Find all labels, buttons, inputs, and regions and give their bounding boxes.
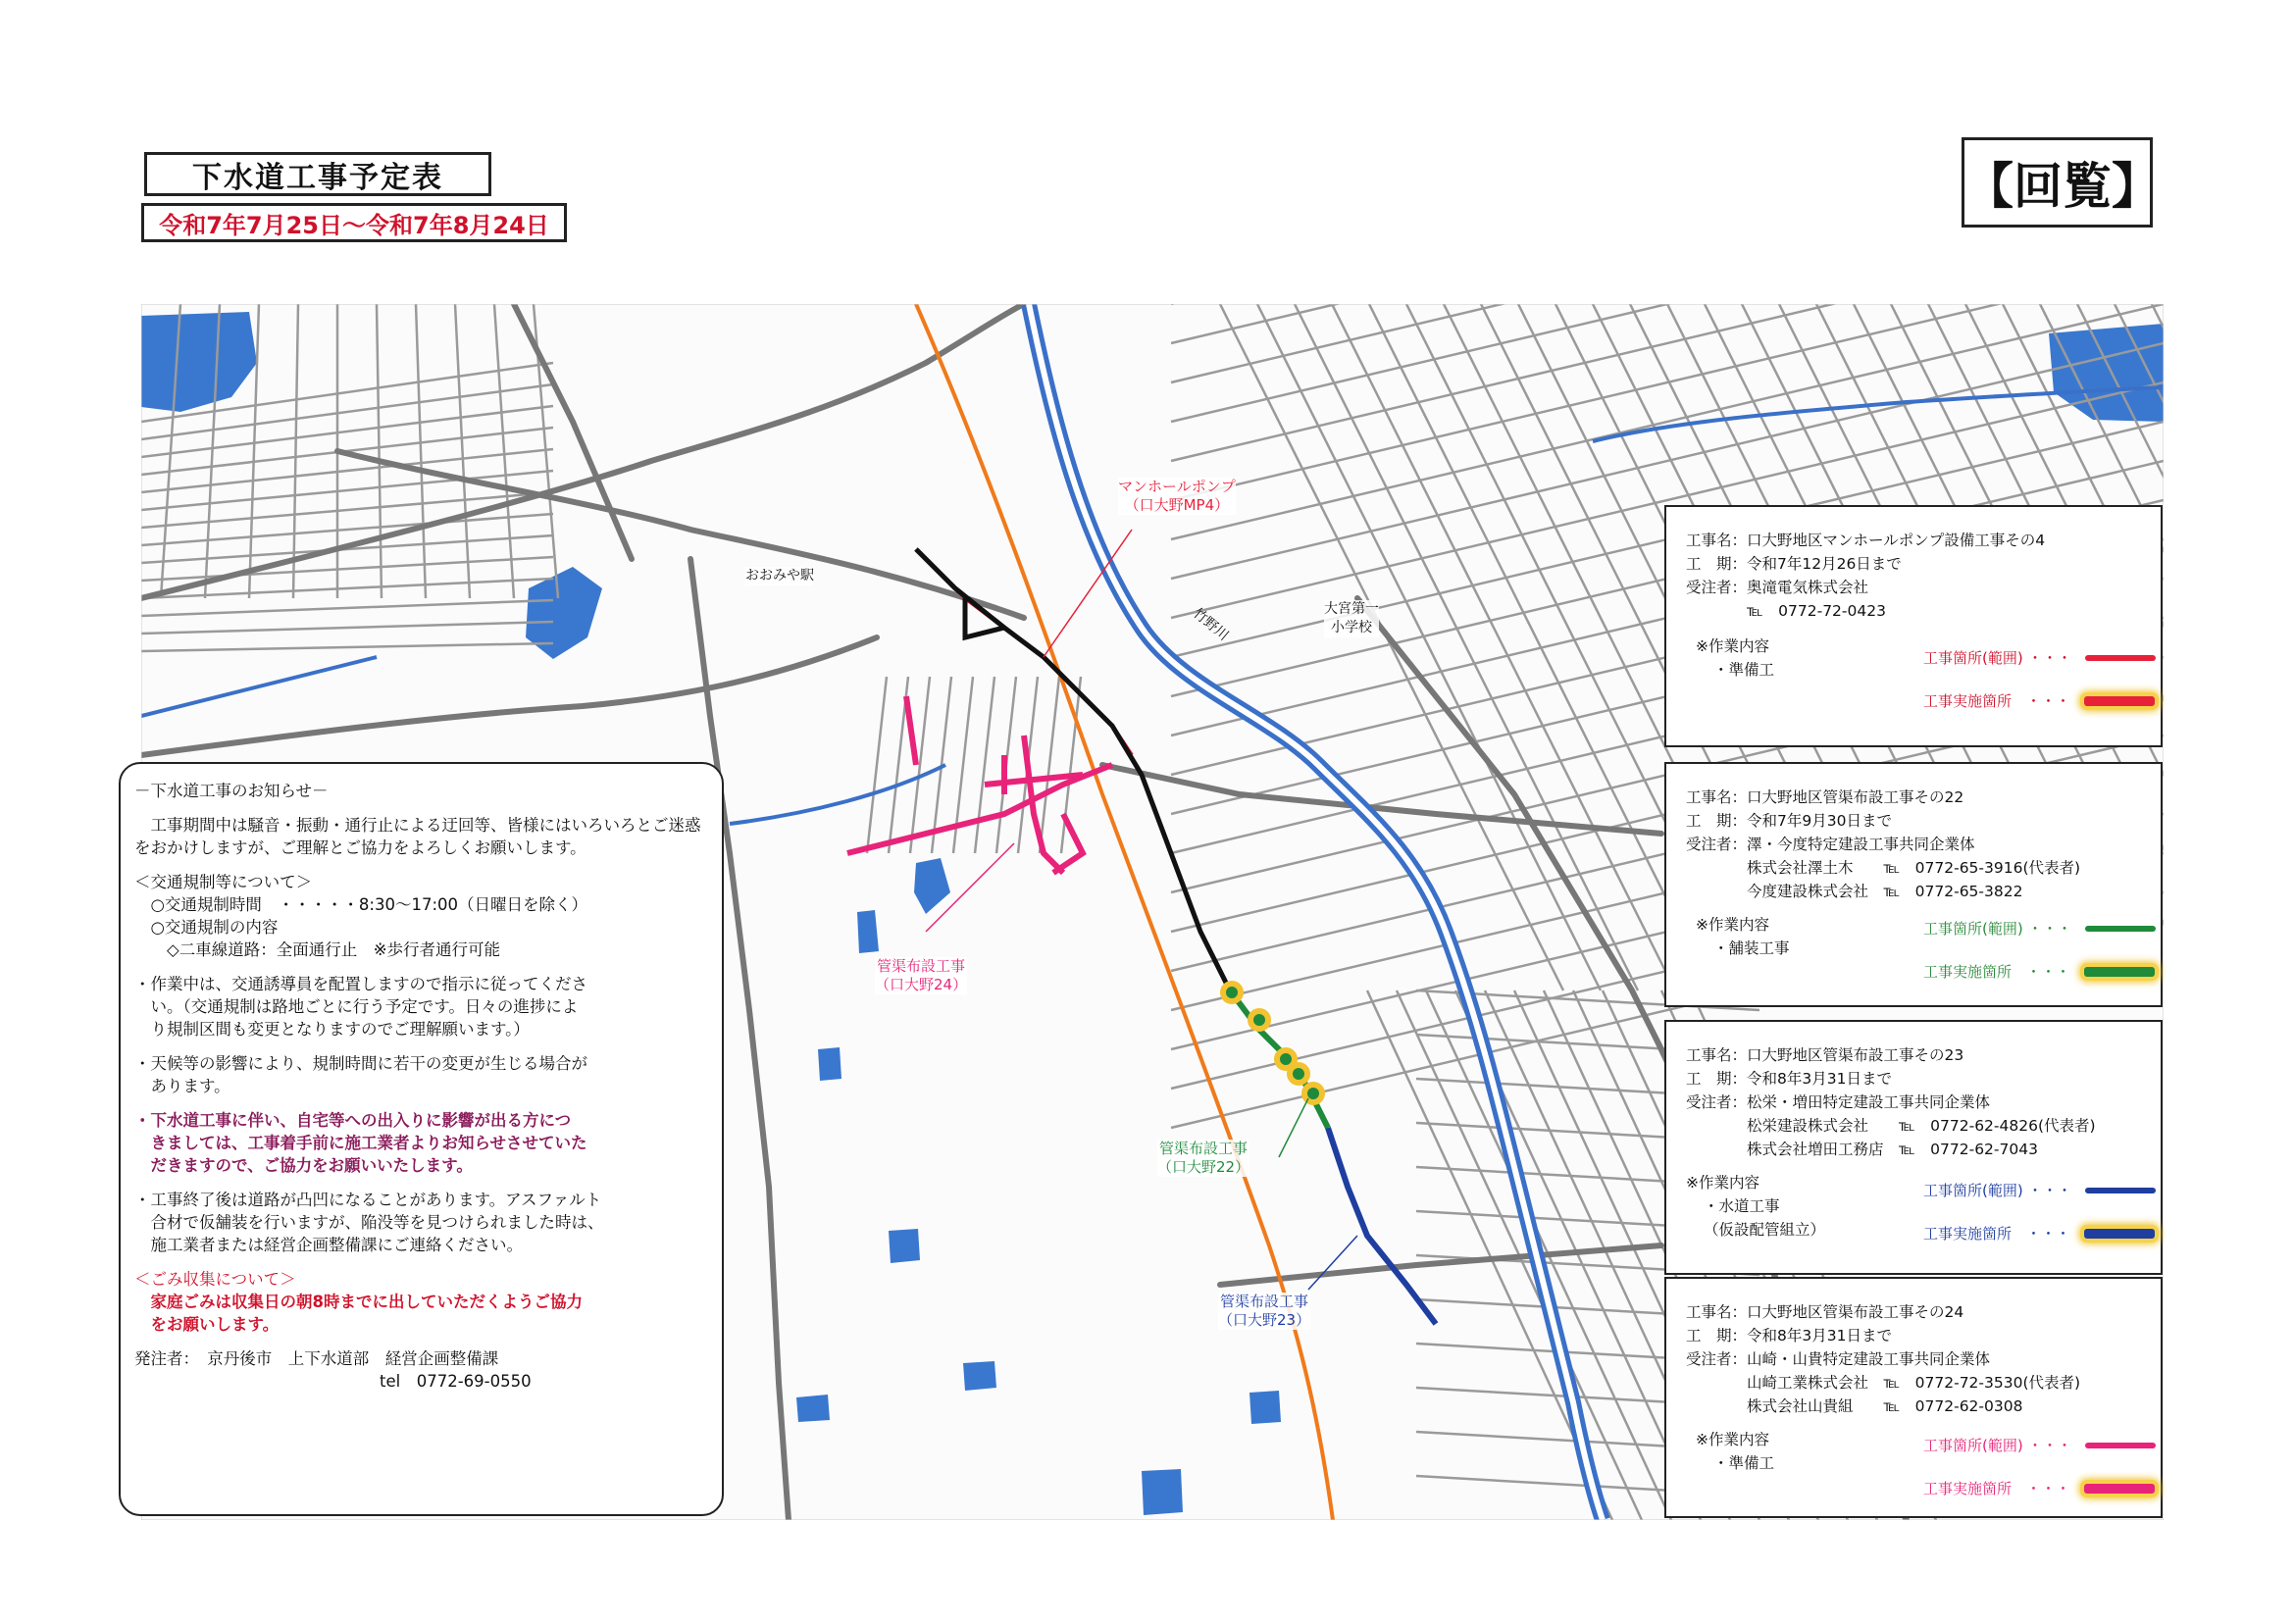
circulation-mark: 【回覧】 [1962,137,2153,228]
weather-line2: あります。 [134,1077,230,1095]
project-contractor: 受注者：山崎・山貴特定建設工事共同企業体 [1686,1350,1991,1368]
project-info-mp4 [1664,505,2163,747]
legend-range [1923,646,2156,670]
guide-line1: ・作業中は、交通誘導員を配置しますので指示に従ってくださ [134,975,587,993]
access-line2: きましては、工事着手前に施工業者よりお知らせさせていた [134,1134,587,1152]
issuer: 発注者： 京丹後市 上下水道部 経営企画整備課 [134,1349,499,1368]
legend-site-label: 工事実施箇所 ・・・ [1923,692,2071,710]
project-name: 工事名：口大野地区管渠布設工事その24 [1686,1303,1964,1321]
project-company-1: 山崎工業株式会社 ℡ 0772-72-3530(代表者) [1747,1374,2081,1392]
legend-range-label: 工事箇所(範囲) ・・・ [1923,1182,2072,1199]
notice-heading: －下水道工事のお知らせ－ [134,782,329,800]
project-info-o23 [1664,1020,2163,1275]
school-label-line2: 小学校 [1331,620,1372,635]
callout-o24 [875,957,967,994]
notice-intro-line1: 工事期間中は騒音・振動・通行止による迂回等、皆様にはいろいろとご迷惑 [134,816,701,835]
traffic-heading: ＜交通規制等について＞ [134,873,313,891]
legend-range-swatch [2085,1443,2156,1448]
callout-o23-line2: （口大野23） [1218,1311,1311,1329]
project-company-2: 今度建設株式会社 ℡ 0772-65-3822 [1747,883,2023,900]
project-company-1: 松栄建設株式会社 ℡ 0772-62-4826(代表者) [1747,1117,2096,1135]
project-term: 工 期：令和7年12月26日まで [1686,555,1902,573]
school-label [1324,600,1379,637]
weather-line1: ・天候等の影響により、規制時間に若干の変更が生じる場合が [134,1054,587,1073]
callout-o24-line2: （口大野24） [875,976,968,993]
project-info-o22 [1664,762,2163,1007]
work-heading: ※作業内容 [1696,916,1769,934]
access-line1: ・下水道工事に伴い、自宅等への出入りに影響が出る方につ [134,1111,572,1130]
issuer-tel: tel 0772-69-0550 [380,1372,532,1391]
work-item: ・準備工 [1713,1454,1775,1472]
project-contractor: 受注者：澤・今度特定建設工事共同企業体 [1686,836,1975,853]
project-term: 工 期：令和8年3月31日まで [1686,1070,1892,1088]
schedule-period: 令和7年7月25日～令和7年8月24日 [141,203,567,242]
garbage-heading: ＜ごみ収集について＞ [134,1270,296,1289]
callout-o23 [1218,1293,1310,1330]
project-contractor: 受注者：松栄・増田特定建設工事共同企業体 [1686,1093,1991,1111]
notice-panel [119,762,724,1516]
project-name: 工事名：口大野地区マンホールポンプ設備工事その4 [1686,532,2046,549]
legend-site [1923,960,2155,984]
project-term: 工 期：令和7年9月30日まで [1686,812,1892,830]
legend-range-label: 工事箇所(範囲) ・・・ [1923,1437,2072,1454]
legend-site-label: 工事実施箇所 ・・・ [1923,1225,2071,1243]
callout-o22 [1157,1140,1249,1177]
legend-site-label: 工事実施箇所 ・・・ [1923,963,2071,981]
legend-site [1923,1222,2155,1245]
project-term: 工 期：令和8年3月31日まで [1686,1327,1892,1345]
project-tel: ℡ 0772-72-0423 [1747,602,1886,620]
project-company-2: 株式会社増田工務店 ℡ 0772-62-7043 [1747,1141,2038,1158]
work-heading: ※作業内容 [1696,637,1769,655]
road-line1: ・工事終了後は道路が凸凹になることがあります。アスファルト [134,1191,602,1209]
traffic-time: ○交通規制時間 ・・・・・8:30～17:00（日曜日を除く） [134,895,587,914]
callout-o22-line1: 管渠布設工事 [1159,1140,1249,1157]
guide-line2: い。（交通規制は路地ごとに行う予定です。日々の進捗によ [134,997,579,1016]
legend-site [1923,689,2155,713]
legend-range-swatch [2085,655,2156,661]
legend-range-label: 工事箇所(範囲) ・・・ [1923,920,2072,938]
river-label: 竹野川 [1190,605,1232,644]
legend-site-swatch [2084,967,2155,977]
work-heading: ※作業内容 [1686,1174,1759,1192]
garbage-line2: をお願いします。 [134,1315,280,1334]
legend-range-label: 工事箇所(範囲) ・・・ [1923,649,2072,667]
notice-intro-line2: をおかけしますが、ご理解とご協力をよろしくお願いします。 [134,838,586,857]
legend-site-swatch [2084,696,2155,706]
project-name: 工事名：口大野地区管渠布設工事その23 [1686,1046,1964,1064]
legend-range-swatch [2085,926,2156,932]
callout-o24-line1: 管渠布設工事 [877,957,966,975]
legend-site [1923,1477,2155,1500]
traffic-content: ○交通規制の内容 [134,918,279,937]
school-label-line1: 大宮第一 [1324,601,1379,617]
callout-mp4-line2: （口大野MP4） [1124,496,1230,514]
legend-range [1923,917,2156,940]
traffic-detail: ◇二車線道路：全面通行止 ※歩行者通行可能 [134,940,501,959]
work-item: ・準備工 [1713,661,1775,679]
project-info-o24 [1664,1277,2163,1518]
garbage-line1: 家庭ごみは収集日の朝8時までに出していただくようご協力 [134,1293,583,1311]
legend-range [1923,1179,2156,1202]
road-line2: 合材で仮舗装を行いますが、陥没等を見つけられました時は、 [134,1213,604,1232]
legend-site-label: 工事実施箇所 ・・・ [1923,1480,2071,1497]
work-item-2: （仮設配管組立） [1704,1221,1826,1239]
guide-line3: り規制区間も変更となりますのでご理解願います。） [134,1020,530,1039]
project-contractor: 受注者：奥滝電気株式会社 [1686,579,1869,596]
legend-site-swatch [2084,1484,2155,1494]
access-line3: だきますので、ご協力をお願いいたします。 [134,1156,473,1175]
callout-o23-line1: 管渠布設工事 [1220,1293,1309,1310]
work-heading: ※作業内容 [1696,1431,1769,1448]
station-label: おおみや駅 [745,568,814,584]
page-title: 下水道工事予定表 [144,152,491,196]
project-company-2: 株式会社山貴組 ℡ 0772-62-0308 [1747,1397,2023,1415]
callout-mp4 [1118,478,1236,515]
road-line3: 施工業者または経営企画整備課にご連絡ください。 [134,1236,523,1254]
callout-mp4-line1: マンホールポンプ [1118,478,1236,495]
legend-site-swatch [2084,1229,2155,1239]
project-company-1: 株式会社澤土木 ℡ 0772-65-3916(代表者) [1747,859,2081,877]
work-item: ・舗装工事 [1713,939,1790,957]
project-name: 工事名：口大野地区管渠布設工事その22 [1686,788,1964,806]
legend-range-swatch [2085,1188,2156,1193]
callout-o22-line2: （口大野22） [1157,1158,1250,1176]
work-item: ・水道工事 [1704,1197,1780,1215]
legend-range [1923,1434,2156,1457]
